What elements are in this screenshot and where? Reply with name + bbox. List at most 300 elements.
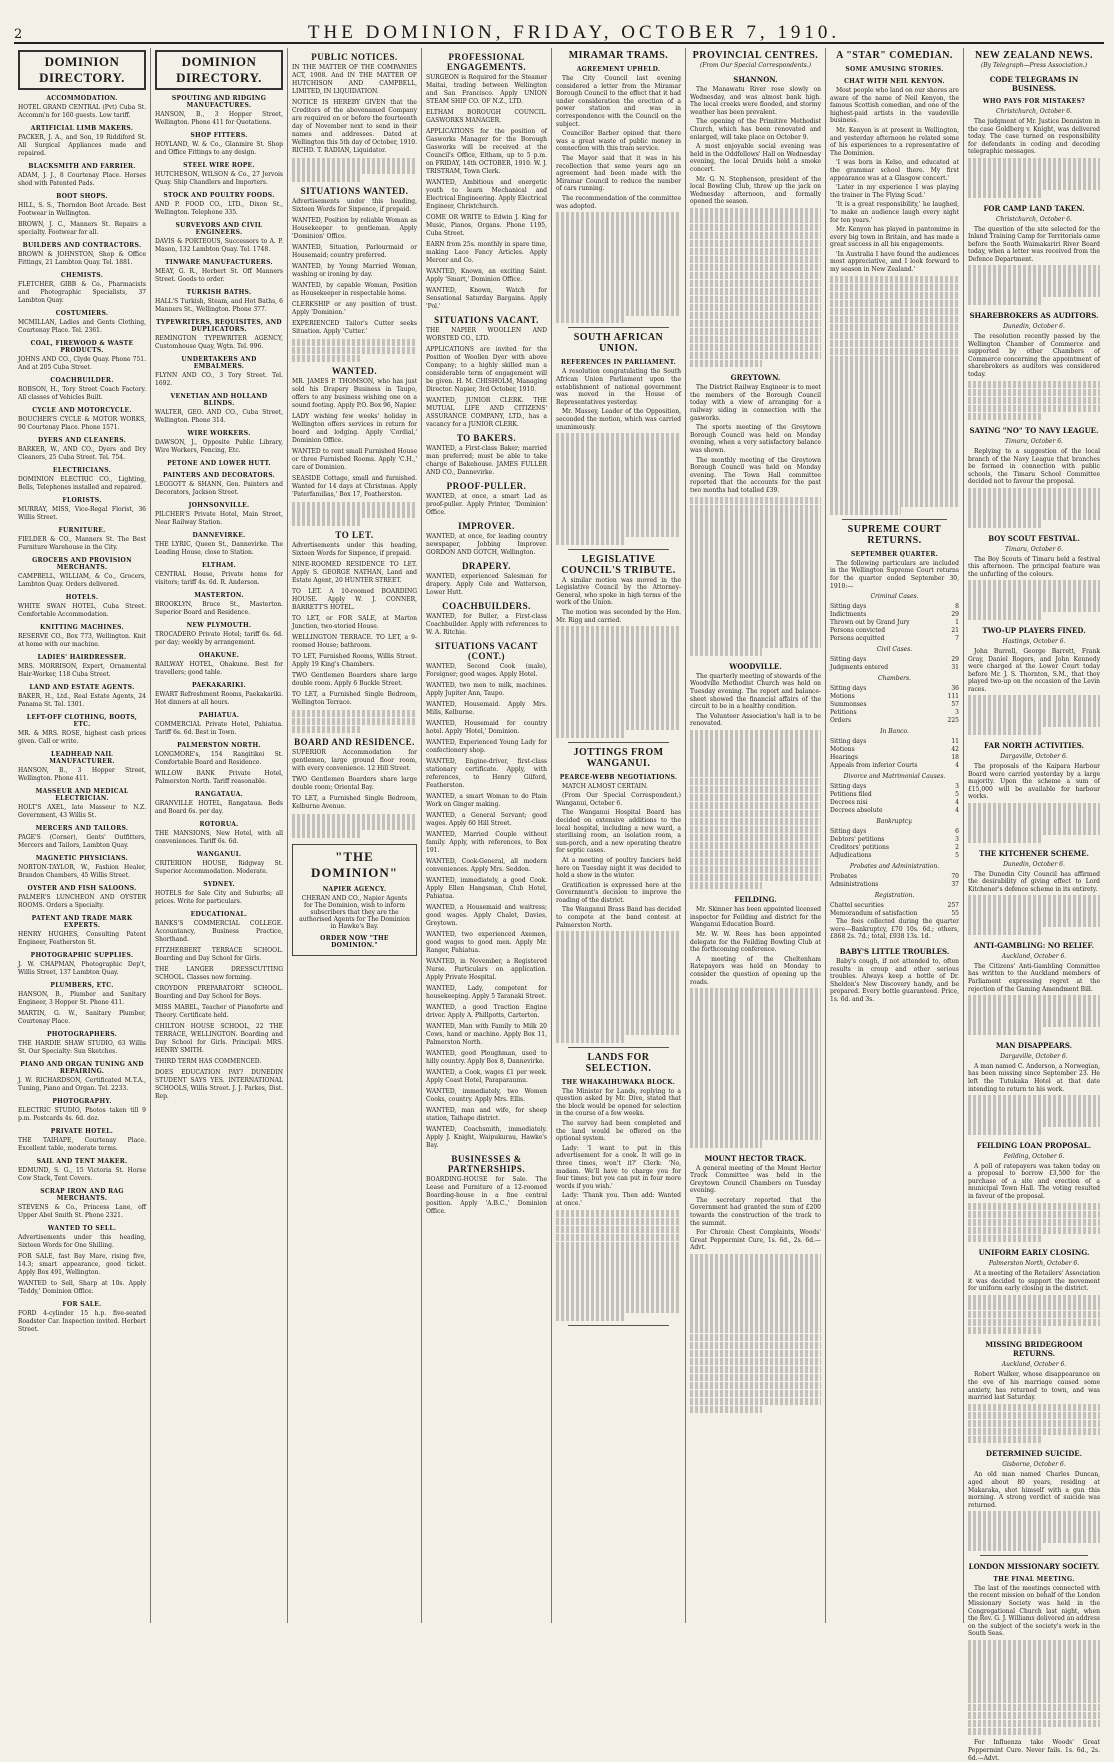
- section-heading: PLUMBERS, ETC.: [50, 982, 114, 989]
- classified-ad: EARN from 25s. monthly in spare time, making Lace Fancy Articles. Apply Mercer and Co.: [426, 241, 547, 264]
- court-return-value: 70: [951, 873, 959, 881]
- court-return-row: [830, 635, 959, 643]
- section-heading: OHAKUNE.: [198, 652, 240, 659]
- news-item-heading: SHAREBROKERS AS AUDITORS.: [969, 311, 1099, 320]
- text-line: [556, 308, 681, 316]
- article-paragraph: 'Later in my experience I was playing the trainer in The Flying Scud.': [830, 184, 959, 199]
- court-return-label: Sitting days: [830, 738, 867, 746]
- section-heading: CYCLE AND MOTORCYCLE.: [32, 407, 132, 414]
- text-line: [556, 441, 681, 449]
- text-line: [830, 363, 959, 371]
- text-line: [968, 1127, 1041, 1135]
- classified-ad: WANTED, a smart Woman to do Plain Work on Ginger making.: [426, 793, 547, 808]
- text-line: [292, 174, 361, 182]
- text-line: [968, 190, 1041, 198]
- directory-entry: PALMER'S LUNCHEON AND OYSTER ROOMS. Orders a Specialty.: [18, 894, 146, 909]
- article-paragraph: The Wanganui Hospital Board has decided on extensive additions to the local hospital, including a new ward, a sterilising room, an isolation room, a sun-porch, and a new operating theatre for septic cases.: [556, 809, 681, 855]
- text-line: [292, 347, 417, 355]
- court-return-label: Petitions: [830, 709, 857, 717]
- text-line: [968, 695, 1100, 703]
- directory-entry: THE TAIHAPE, Courtenay Place. Excellent table, moderate terms.: [18, 1137, 146, 1152]
- news-item-text: The proposals of the Kaipara Harbour Board were carried yesterday by a large majority. Upon the scheme a sum of £15,000 will be available for harbour works.: [968, 763, 1100, 801]
- text-line: [690, 528, 821, 536]
- directory-entry: WALTER, GEO. AND CO., Cuba Street, Wellington. Phone 314.: [155, 409, 283, 424]
- text-line: [968, 819, 1100, 827]
- section-heading: FOR SALE.: [62, 1301, 102, 1308]
- text-line: [556, 971, 681, 979]
- section-heading: COACHBUILDERS.: [442, 601, 531, 611]
- directory-entry: BROWN & JOHNSTON, Shop & Office Fittings, 21 Lambton Quay. Tel. 1881.: [18, 251, 146, 266]
- text-line: [690, 1382, 821, 1390]
- text-line: [690, 1060, 821, 1068]
- text-line: [968, 596, 1100, 604]
- section-heading: PAINTERS AND DECORATORS.: [162, 472, 276, 479]
- classified-ad: WANTED, man and wife, for sheep station, Taihape district.: [426, 1107, 547, 1122]
- text-line: [968, 1672, 1100, 1680]
- classified-ad: WANTED, Position by reliable Woman as Housekeeper to gentleman. Apply 'Dominion' Office.: [292, 216, 417, 240]
- article-paragraph: Mr. G. N. Stephenson, president of the local Bowling Club, threw up the jack on Wednesday afternoon, and formally opened the season.: [690, 175, 821, 206]
- text-line: [968, 727, 1041, 735]
- news-dateline: Auckland, October 6.: [1001, 1361, 1067, 1369]
- court-return-label: Chattel securities: [830, 902, 884, 910]
- text-line: [830, 316, 959, 324]
- court-return-row: [830, 627, 959, 635]
- text-line: [556, 1011, 681, 1019]
- text-line: [968, 1712, 1100, 1720]
- text-line: [690, 568, 821, 576]
- text-line: [968, 1640, 1100, 1648]
- directory-entry: ROBSON, H., Tory Street Coach Factory. All classes of Vehicles Built.: [18, 386, 146, 401]
- directory-entry: MARTIN, G. W., Sanitary Plumber, Courtenay Place.: [18, 1010, 146, 1025]
- classified-ad: WANTED, immediately, two Women Cooks, country. Apply Mrs. Ellis.: [426, 1088, 547, 1103]
- text-line: [690, 1310, 821, 1318]
- classified-ad: COME OR WRITE to Edwin J. King for Music, Pianos, Organs. Phone 1195, Cuba Street.: [426, 214, 547, 237]
- text-line: [690, 1278, 821, 1286]
- classified-ad: WANTED, Cook-General, all modern conveniences. Apply Mrs. Seddon.: [426, 858, 547, 873]
- text-block: [292, 502, 417, 526]
- text-line: [556, 529, 681, 537]
- news-dateline: Dunedin, October 6.: [1003, 323, 1065, 330]
- section-heading: UNDERTAKERS AND EMBALMERS.: [181, 356, 257, 370]
- section-heading: LAND AND ESTATE AGENTS.: [29, 684, 135, 691]
- text-line: [690, 786, 821, 794]
- article-paragraph: MATCH ALMOST CERTAIN.: [562, 782, 648, 790]
- mission-title: LONDON MISSIONARY SOCIETY.: [968, 1561, 1100, 1571]
- text-line: [968, 389, 1100, 397]
- section-heading: MERCERS AND TAILORS.: [35, 825, 129, 832]
- classified-ad: SEASIDE Cottage, small and furnished. Wanted for 14 days at Christmas. Apply 'Paterfamilias,' Box 17, Featherston.: [292, 475, 417, 499]
- directory-entry: FLETCHER, GIBB & Co., Pharmacists and Photographic Specialists, 37 Lambton Quay.: [18, 281, 146, 304]
- section-heading: BUSINESSES & PARTNERSHIPS.: [447, 1154, 526, 1174]
- text-line: [968, 1327, 1041, 1335]
- court-return-row: [830, 738, 959, 746]
- court-return-row: [830, 603, 959, 611]
- text-line: [968, 827, 1100, 835]
- section-heading: LEADHEAD NAIL MANUFACTURER.: [49, 751, 115, 765]
- classified-ad: WANTED, good Ploughman, used to hilly country. Apply Box 8, Dannevirke.: [426, 1050, 547, 1065]
- text-line: [556, 1027, 681, 1035]
- classified-ad: WANTED, by Young Married Woman, washing or ironing by day.: [292, 262, 417, 278]
- section-heading: HOTELS.: [65, 594, 99, 601]
- article-paragraph: The recommendation of the committee was adopted.: [556, 194, 681, 210]
- article-paragraph: A meeting of the Cheltenham Ratepayers was held on Monday to consider the question of opening up the roads.: [690, 955, 821, 986]
- text-block: [690, 988, 821, 1147]
- directory-entry: HANSON, B., Plumber and Sanitary Engineer, 3 Hopper St. Phone 411.: [18, 991, 146, 1006]
- directory-entry: BOUCHER'S CYCLE & MOTOR WORKS, 90 Courtenay Place. Phone 1571.: [18, 416, 146, 431]
- section-heading: SYDNEY.: [203, 881, 235, 888]
- text-line: [556, 1257, 681, 1265]
- section-heading: VENETIAN AND HOLLAND BLINDS.: [170, 393, 268, 407]
- text-line: [968, 1095, 1100, 1103]
- text-line: [556, 979, 681, 987]
- news-item-text: The Boy Scouts of Timaru held a festival this afternoon. The principal feature was the unfurling of the colours.: [968, 555, 1100, 578]
- court-return-row: [830, 762, 959, 770]
- text-block: [556, 433, 681, 544]
- text-line: [830, 292, 959, 300]
- news-item-heading: BOY SCOUT FESTIVAL.: [988, 533, 1080, 543]
- classified-ad: WANTED, two experienced Axemen, good wages to good men. Apply Mr. Ranger, Pahiatua.: [426, 931, 547, 954]
- text-line: [690, 1254, 821, 1262]
- text-line: [968, 182, 1100, 190]
- text-line: [690, 1294, 821, 1302]
- text-line: [968, 1527, 1100, 1535]
- text-block: [556, 212, 681, 323]
- text-line: [292, 518, 361, 526]
- news-item-text: The resolution recently passed by the Wellington Chamber of Commerce and supported by other Chambers of Commerce concerning the appointment of sharebrokers as auditors was considered today.: [968, 333, 1100, 378]
- directory-entry: PACKER, J. A., and Son, 19 Riddiford St. All Surgical Appliances made and repaired.: [18, 134, 146, 157]
- section-heading: BOOT SHOPS.: [56, 193, 108, 200]
- text-line: [292, 339, 417, 347]
- article-title: JOTTINGS FROM WANGANUI.: [573, 746, 664, 769]
- text-line: [690, 280, 821, 288]
- text-line: [830, 356, 959, 364]
- text-line: [690, 1036, 821, 1044]
- section-heading: BOARD AND RESIDENCE.: [294, 737, 415, 748]
- court-return-label: Sitting days: [830, 828, 867, 836]
- news-item-text: The question of the site selected for the Inland Training Camp for Territorials came before the South Waimakariri River Board today, when a letter was received from the Defence Department.: [968, 225, 1100, 263]
- court-return-value: 55: [951, 910, 959, 918]
- text-line: [968, 604, 1100, 612]
- directory-entry: J. W. CHAPMAN, Photographic Dep't, Willis Street, 137 Lambton Quay.: [18, 961, 146, 976]
- text-line: [690, 754, 821, 762]
- text-block: [690, 208, 821, 367]
- column-new-zealand-news: [964, 48, 1104, 1762]
- text-line: [968, 1728, 1041, 1736]
- classified-ad: WANTED, experienced Salesman for drapery. Apply Cole and Watterson, Lower Hutt.: [426, 573, 547, 596]
- text-line: [556, 1273, 681, 1281]
- text-line: [830, 427, 959, 435]
- text-line: [690, 1132, 821, 1140]
- text-line: [968, 835, 1041, 843]
- court-return-row: [830, 709, 959, 717]
- court-return-value: 36: [951, 685, 959, 693]
- classified-ad: WANTED, Experienced Young Lady for confectionery shop.: [426, 739, 547, 754]
- text-line: [556, 698, 681, 706]
- text-line: [968, 1119, 1100, 1127]
- text-line: [556, 1035, 625, 1043]
- news-dateline: Gisborne, October 6.: [1002, 1461, 1066, 1469]
- news-item-text: The Dunedin City Council has affirmed the desirability of giving effect to Lord Kitchener's defence scheme in its entirety.: [968, 870, 1100, 893]
- section-heading: JOHNSONVILLE.: [188, 502, 250, 509]
- court-return-row: [830, 693, 959, 701]
- directory-entry: COMMERCIAL Private Hotel, Pahiatua. Tariff 6s. 6d. Best in Town.: [155, 721, 283, 736]
- classified-ad: WANTED, Housemaid for country hotel. Apply 'Hotel,' Dominion.: [426, 720, 547, 735]
- text-line: [556, 276, 681, 284]
- article-paragraph: The Minister for Lands, replying to a question asked by Mr. Dive, stated that the block would be opened for selection in the course of a few weeks.: [556, 1087, 681, 1118]
- text-line: [690, 746, 821, 754]
- section-heading: ACCOMMODATION.: [46, 95, 118, 102]
- text-block: [556, 931, 681, 1042]
- directory-entry: FLYNN AND CO., 3 Tory Street. Tel. 1692.: [155, 372, 283, 387]
- text-line: [556, 228, 681, 236]
- article-paragraph: The Manawatu River rose slowly on Wednesday, and was almost bank high. The local creeks were flooded, and stormy weather has been prevalent.: [690, 86, 821, 116]
- directory-entry: CROYDON PREPARATORY SCHOOL. Boarding and Day School for Boys.: [155, 985, 283, 1000]
- court-return-row: [830, 828, 959, 836]
- article-paragraph: The Volunteer Association's hall is to be renovated.: [690, 712, 821, 728]
- text-block: [968, 995, 1100, 1035]
- classified-ad: WANTED, a General Servant; good wages. Apply 60 Hill Street.: [426, 812, 547, 827]
- text-line: [292, 166, 417, 174]
- classified-ad: WANTED, Situation, Parlourmaid or Housemaid; country preferred.: [292, 243, 417, 259]
- news-item-text: The judgment of Mr. Justice Denniston in the case Goldberg v. Knight, was delivered today. The case turned on responsibility for defendants in coding and decoding telegraphic messages.: [968, 118, 1100, 156]
- court-return-value: 42: [951, 746, 959, 754]
- text-line: [968, 1235, 1041, 1243]
- text-line: [556, 642, 681, 650]
- text-line: [690, 640, 821, 648]
- directory-entry: EWART Refreshment Rooms, Paekakariki. Hot dinners at all hours.: [155, 691, 283, 706]
- article-paragraph: (From Our Special Correspondent.) Wanganui, October 6.: [556, 792, 681, 807]
- section-heading: SPOUTING AND RIDGING MANUFACTURES.: [171, 95, 267, 109]
- text-line: [690, 312, 821, 320]
- section-heading: MASSEUR AND MEDICAL ELECTRICIAN.: [35, 788, 129, 802]
- classified-ad: WANTED, Second Cook (male), Foreigner; good wages. Apply Hotel.: [426, 663, 547, 678]
- baby-ad-text: Baby's cough, if not attended to, often results in croup and other serious troubles. Always keep a bottle of Dr. Sheldon's New Discovery handy, and be prepared. Every bottle guaranteed. Price, 1s. 6d. and 3s.: [830, 957, 959, 1003]
- text-line: [690, 1004, 821, 1012]
- classified-ad: WANTED to rent small Furnished House or three Furnished Rooms. Apply 'C.H.,' care of Dominion.: [292, 448, 417, 472]
- article-paragraph: At a meeting of poultry fanciers held here on Tuesday night it was decided to hold a show in the winter.: [556, 856, 681, 880]
- court-return-label: Judgments entered: [830, 664, 889, 672]
- directory-entry: EDMUND, S. G., 15 Victoria St. Horse Cow Stack, Tent Covers.: [18, 1167, 146, 1182]
- text-line: [556, 947, 681, 955]
- directory-entry: BARKER, W., AND CO., Dyers and Dry Cleaners, 25 Cuba Street. Tel. 754.: [18, 446, 146, 461]
- news-item-heading: THE KITCHENER SCHEME.: [979, 848, 1089, 858]
- dominion-agency-ad: [292, 844, 417, 956]
- section-heading: ELTHAM.: [202, 562, 236, 569]
- court-return-row: [830, 881, 959, 889]
- text-line: [690, 536, 821, 544]
- directory-entry: DAWSON, J., Opposite Public Library, Wire Workers, Fencing, Etc.: [155, 439, 283, 454]
- text-block: [968, 1511, 1100, 1551]
- directory-entry: NORTON-TAYLOR, W., Fashion Healer, Brandon Chambers, 45 Willis Street.: [18, 864, 146, 879]
- court-title: SUPREME COURT RETURNS.: [847, 523, 942, 546]
- text-line: [690, 288, 821, 296]
- text-line: [690, 232, 821, 240]
- text-block: [968, 895, 1100, 935]
- text-line: [556, 284, 681, 292]
- directory-entry: MURRAY, MISS, Vice-Regal Florist, 36 Willis Street.: [18, 506, 146, 521]
- text-line: [830, 379, 959, 387]
- court-return-value: 4: [955, 762, 959, 770]
- court-return-row: [830, 807, 959, 815]
- text-block: [690, 497, 821, 656]
- court-return-label: Persons convicted: [830, 627, 886, 635]
- text-line: [556, 489, 681, 497]
- text-line: [690, 1406, 762, 1414]
- classified-ad: IN THE MATTER OF THE COMPANIES ACT, 1908. And IN THE MATTER OF HUTCHISON AND CAMPBELL, LIMITED, IN LIQUIDATION.: [292, 64, 417, 95]
- section-heading: SITUATIONS VACANT.: [434, 315, 539, 325]
- news-item-text: At a meeting of the Retailers' Association it was decided to support the movement for uniform early closing in the district.: [968, 1270, 1100, 1293]
- directory-entry: THE LYRIC, Queen St., Dannevirke. The Leading House, close to Station.: [155, 541, 283, 556]
- court-return-row: [830, 656, 959, 664]
- section-heading: PUBLIC NOTICES.: [311, 52, 398, 62]
- article-subtitle: THE WHAKAIHUWAKA BLOCK.: [561, 1078, 676, 1086]
- classified-ad: WANTED, immediately, a good Cook. Apply Ellen Hangsman, Club Hotel, Pahiatua.: [426, 877, 547, 900]
- text-line: [556, 316, 625, 324]
- text-line: [292, 502, 417, 510]
- classified-ad: TO LET. A 10-roomed BOARDING HOUSE. Apply W. J. CONNER, BARRETT'S HOTEL.: [292, 587, 417, 611]
- page-columns: [14, 48, 1104, 1762]
- text-line: [556, 481, 681, 489]
- section-heading: TINWARE MANUFACTURERS.: [165, 259, 273, 266]
- text-line: [556, 1297, 681, 1305]
- section-heading: NEW PLYMOUTH.: [186, 622, 252, 629]
- directory-entry: MRS. MORRISON, Expert, Ornamental Hair-Worker, 118 Cuba Street.: [18, 663, 146, 678]
- text-block: [968, 265, 1100, 305]
- text-line: [556, 987, 681, 995]
- text-line: [690, 248, 821, 256]
- section-heading: SITUATIONS VACANT (CONT.): [435, 641, 538, 661]
- article-paragraph: Lady: 'Thank you. Then add: Wanted at once.': [556, 1192, 681, 1207]
- classified-ad: WANTED, at once, for leading country newspaper, Jobbing Improver. GORDON AND GOTCH, Wellington.: [426, 533, 547, 556]
- text-line: [556, 505, 681, 513]
- comedian-subtitle-2: CHAT WITH NEIL KENYON.: [844, 78, 945, 85]
- article-paragraph: The survey had been completed and the land would be offered on the optional system.: [556, 1120, 681, 1143]
- text-line: [556, 457, 681, 465]
- classified-ad: TWO Gentlemen Boarders share large double room; Oriental Bay.: [292, 776, 417, 792]
- article-paragraph: The quarterly meeting of stewards of the Woodville Methodist Church was held on Tuesday evening. The report and balance-sheet showed the financial affairs of the circuit to be in a healthy condition.: [690, 672, 822, 711]
- directory-entry: HOTEL GRAND CENTRAL (Pvt) Cuba St. Accomm'n for 160 guests. Low tariff.: [18, 104, 146, 119]
- text-line: [690, 552, 821, 560]
- text-line: [690, 794, 821, 802]
- classified-ad: WANTED, Married Couple without family. Apply, with references, to Box 191.: [426, 831, 547, 854]
- text-line: [968, 1519, 1100, 1527]
- article-paragraph: The monthly meeting of the Greytown Borough Council was held on Monday evening. The Town Hall committee reported that the accounts for the past two months had totalled £39.: [690, 456, 821, 494]
- directory-entry: JOHNS AND CO., Clyde Quay. Phone 751. And at 205 Cuba Street.: [18, 356, 146, 371]
- directory-entry: LONGMORE's, 154 Rangitikei St. Comfortable Board and Residence.: [155, 751, 283, 766]
- section-heading: TO LET.: [335, 529, 374, 540]
- section-heading: PHOTOGRAPHY.: [52, 1098, 112, 1105]
- directory-entry: THE HARDIE SHAW STUDIO, 63 Willis St. Our Specialty: Sun Sketches.: [18, 1040, 146, 1055]
- classified-ad: WANTED, Lady, competent for housekeeping. Apply 5 Taranaki Street.: [426, 985, 547, 1000]
- court-return-value: 37: [951, 881, 959, 889]
- article-paragraph: The Wanganui Brass Band has decided to compete at the band contest at Palmerston North.: [556, 906, 681, 929]
- text-line: [556, 1234, 681, 1242]
- news-dateline: Feilding, October 6.: [1003, 1152, 1065, 1160]
- text-line: [292, 710, 417, 718]
- text-line: [690, 1398, 821, 1406]
- classified-ad: WANTED, JUNIOR CLERK. THE MUTUAL LIFE AND CITIZENS' ASSURANCE COMPANY, LTD., has a vacancy for a JUNIOR CLERK.: [426, 397, 547, 428]
- text-line: [556, 236, 681, 244]
- text-line: [556, 220, 681, 228]
- text-line: [690, 1020, 821, 1028]
- text-line: [690, 802, 821, 810]
- text-line: [830, 371, 959, 379]
- text-line: [968, 1511, 1100, 1519]
- text-line: [690, 1302, 821, 1310]
- article-paragraph: The City Council last evening considered a letter from the Miramar Borough Council to the effect that it had under consideration the erection of a power station and was in correspondence with the Council on the subject.: [556, 75, 681, 128]
- text-line: [968, 719, 1100, 727]
- text-line: [556, 268, 681, 276]
- classified-ad: TWO Gentlemen Boarders share large double room. Apply 6 Buckle Street.: [292, 671, 417, 687]
- section-heading: GROCERS AND PROVISION MERCHANTS.: [32, 557, 132, 571]
- directory-entry: HANSON, B., 3 Hopper Street, Wellington. Phone 411 for Quotations.: [155, 111, 283, 126]
- article-paragraph: A resolution congratulating the South African Union Parliament upon the establishment of national government was moved in the House of Representatives yesterday.: [556, 368, 681, 406]
- section-heading: PROFESSIONAL ENGAGEMENTS.: [446, 52, 527, 72]
- text-line: [690, 996, 821, 1004]
- classified-ad: SUPERIOR Accommodation for gentlemen, large ground floor room, with every convenience. 12 Hill Street.: [292, 749, 417, 773]
- text-line: [830, 451, 959, 459]
- text-line: [968, 1203, 1100, 1211]
- text-line: [556, 1313, 625, 1321]
- text-line: [556, 449, 681, 457]
- text-line: [968, 1664, 1100, 1672]
- article-subtitle: PEARCE-WEBB NEGOTIATIONS.: [559, 773, 678, 781]
- text-line: [968, 289, 1100, 297]
- text-block: [292, 339, 417, 363]
- classified-ad: WANTED, Housemaid. Apply Mrs. Mills, Kelburne.: [426, 701, 547, 716]
- news-dateline: Dargaville, October 6.: [1000, 1052, 1068, 1060]
- text-line: [556, 1265, 681, 1273]
- text-line: [690, 1318, 821, 1326]
- text-line: [556, 939, 681, 947]
- text-line: [556, 1281, 681, 1289]
- court-return-row: [830, 754, 959, 762]
- text-line: [556, 634, 681, 642]
- text-line: [690, 240, 821, 248]
- text-line: [968, 919, 1100, 927]
- ad-subtitle: NAPIER AGENCY.: [322, 885, 387, 893]
- court-return-row: [830, 836, 959, 844]
- text-block: [968, 803, 1100, 843]
- court-return-label: Appeals from inferior Courts: [830, 762, 918, 770]
- text-line: [556, 497, 681, 505]
- news-dateline: Dargaville, October 6.: [1000, 753, 1068, 760]
- town-heading: SHANNON.: [733, 75, 778, 84]
- text-line: [968, 413, 1041, 421]
- court-group-heading: Divorce and Matrimonial Causes.: [843, 773, 946, 781]
- text-block: [292, 814, 417, 838]
- text-line: [690, 730, 821, 738]
- article-paragraph: The sports meeting of the Greytown Borough Council was held on Monday evening, when a very satisfactory balance was shown.: [690, 424, 821, 454]
- classified-ad: WANTED, Known, an exciting Saint. Apply 'Smart,' Dominion Office.: [426, 268, 547, 283]
- text-line: [690, 320, 821, 328]
- directory-entry: BROOKLYN, Bruce St., Masterton. Superior Board and Residence.: [155, 601, 283, 616]
- court-return-label: Administrations: [830, 881, 879, 889]
- mission-footer: For Influenza take Woods' Great Peppermint Cure. Never fails. 1s. 6d., 2s. 6d.—Advt.: [968, 1739, 1100, 1762]
- news-item-text: Robert Walker, whose disappearance on the eve of his marriage caused some anxiety, has returned to town, and was married last Saturday.: [968, 1371, 1100, 1402]
- text-line: [690, 1366, 821, 1374]
- text-line: [690, 512, 821, 520]
- text-line: [968, 1720, 1100, 1728]
- section-heading: PAHIATUA.: [198, 712, 240, 719]
- text-line: [830, 499, 959, 507]
- article-paragraph: A similar motion was moved in the Legislative Council by the Attorney-General, who spoke in high terms of the work of the Union.: [556, 576, 681, 607]
- court-return-label: Decrees nisi: [830, 799, 868, 807]
- text-line: [690, 584, 821, 592]
- classified-ad: WANTED, a Cook, wages £1 per week. Apply Coast Hotel, Paraparaumu.: [426, 1069, 547, 1084]
- article-paragraph: A general meeting of the Mount Hector Track Committee was held in the Greytown Council Chambers on Tuesday evening.: [690, 1164, 821, 1195]
- text-line: [968, 488, 1100, 496]
